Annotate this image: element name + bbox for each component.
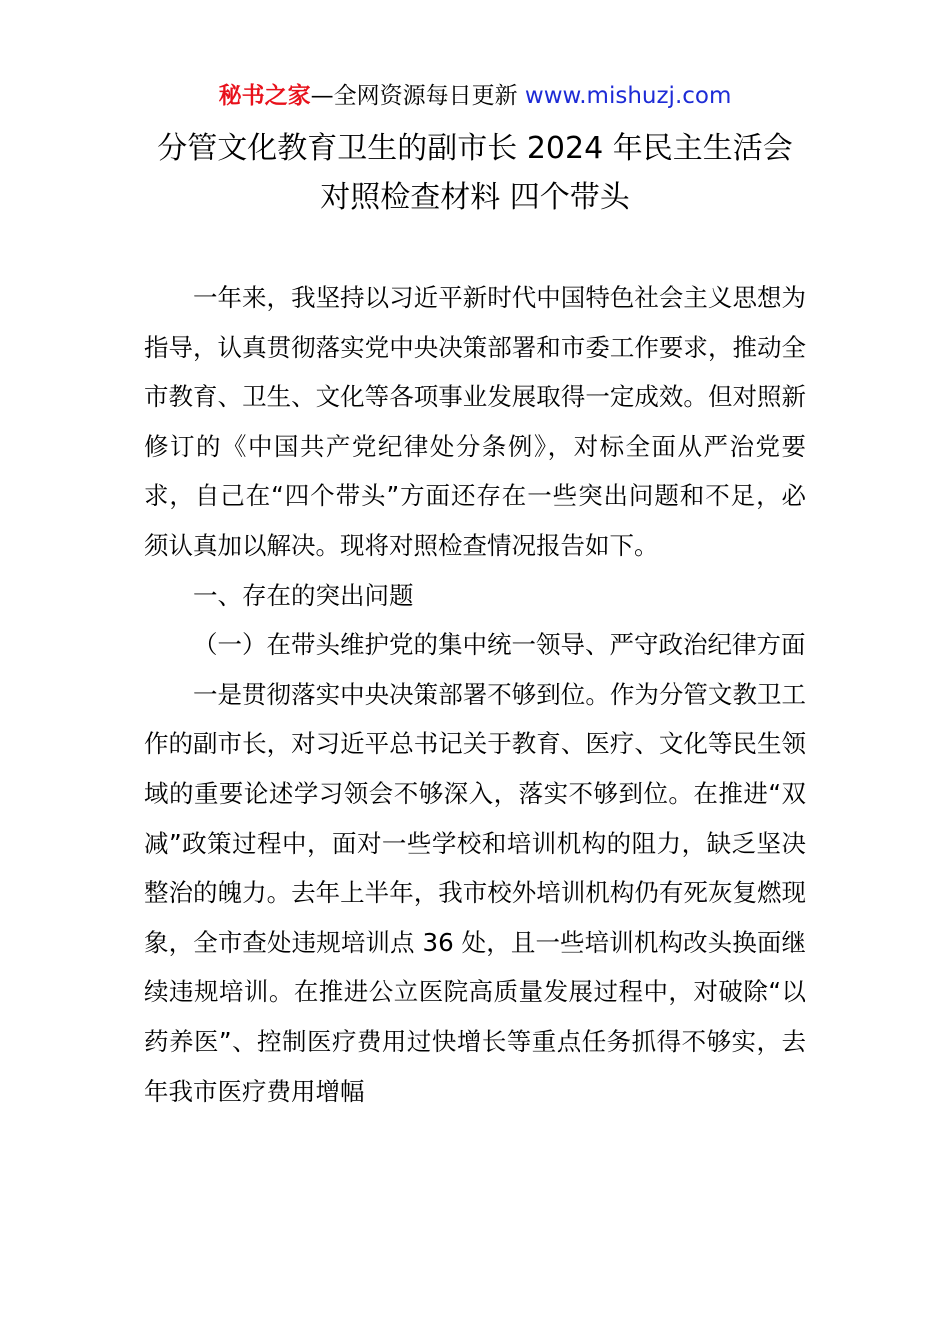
body-paragraph: 一是贯彻落实中央决策部署不够到位。作为分管文教卫工作的副市长，对习近平总书记关于教育、医疗、文化等民生领域的重要论述学习领会不够深入，落实不够到位。在推进“双减”政策过程中，面对一些学校和培训机构的阻力，缺乏坚决整治的魄力。去年上半年，我市校外培训机构仍有死灰复燃现象，全市查处违规培训点 36 处，且一些培训机构改头换面继续违规培训。在推进公立医院高质量发展过程中，对破除“以药养医”、控制医疗费用过快增长等重点任务抓得不够实，去年我市医疗费用增幅 [144, 679, 806, 1106]
section-heading: 一、存在的突出问题 [193, 580, 414, 610]
intro-paragraph: 一年来，我坚持以习近平新时代中国特色社会主义思想为指导，认真贯彻落实党中央决策部署和市委工作要求，推动全市教育、卫生、文化等各项事业发展取得一定成效。但对照新修订的《中国共产党纪律处分条例》，对标全面从严治党要求，自己在“四个带头”方面还存在一些突出问题和不足，必须认真加以解决。现将对照检查情况报告如下。 [144, 283, 806, 560]
document-title-line-1: 分管文化教育卫生的副市长 2024 年民主生活会 [157, 131, 793, 166]
site-url-link[interactable]: www.mishuzj.com [524, 83, 732, 109]
site-header [0, 80, 950, 112]
site-brand: 秘书之家 [218, 83, 311, 109]
site-tagline: —全网资源每日更新 [310, 83, 525, 109]
subsection-heading: （一）在带头维护党的集中统一领导、严守政治纪律方面 [193, 630, 806, 660]
document-title-line-2: 对照检查材料 四个带头 [320, 180, 630, 215]
document-body [144, 273, 806, 1116]
